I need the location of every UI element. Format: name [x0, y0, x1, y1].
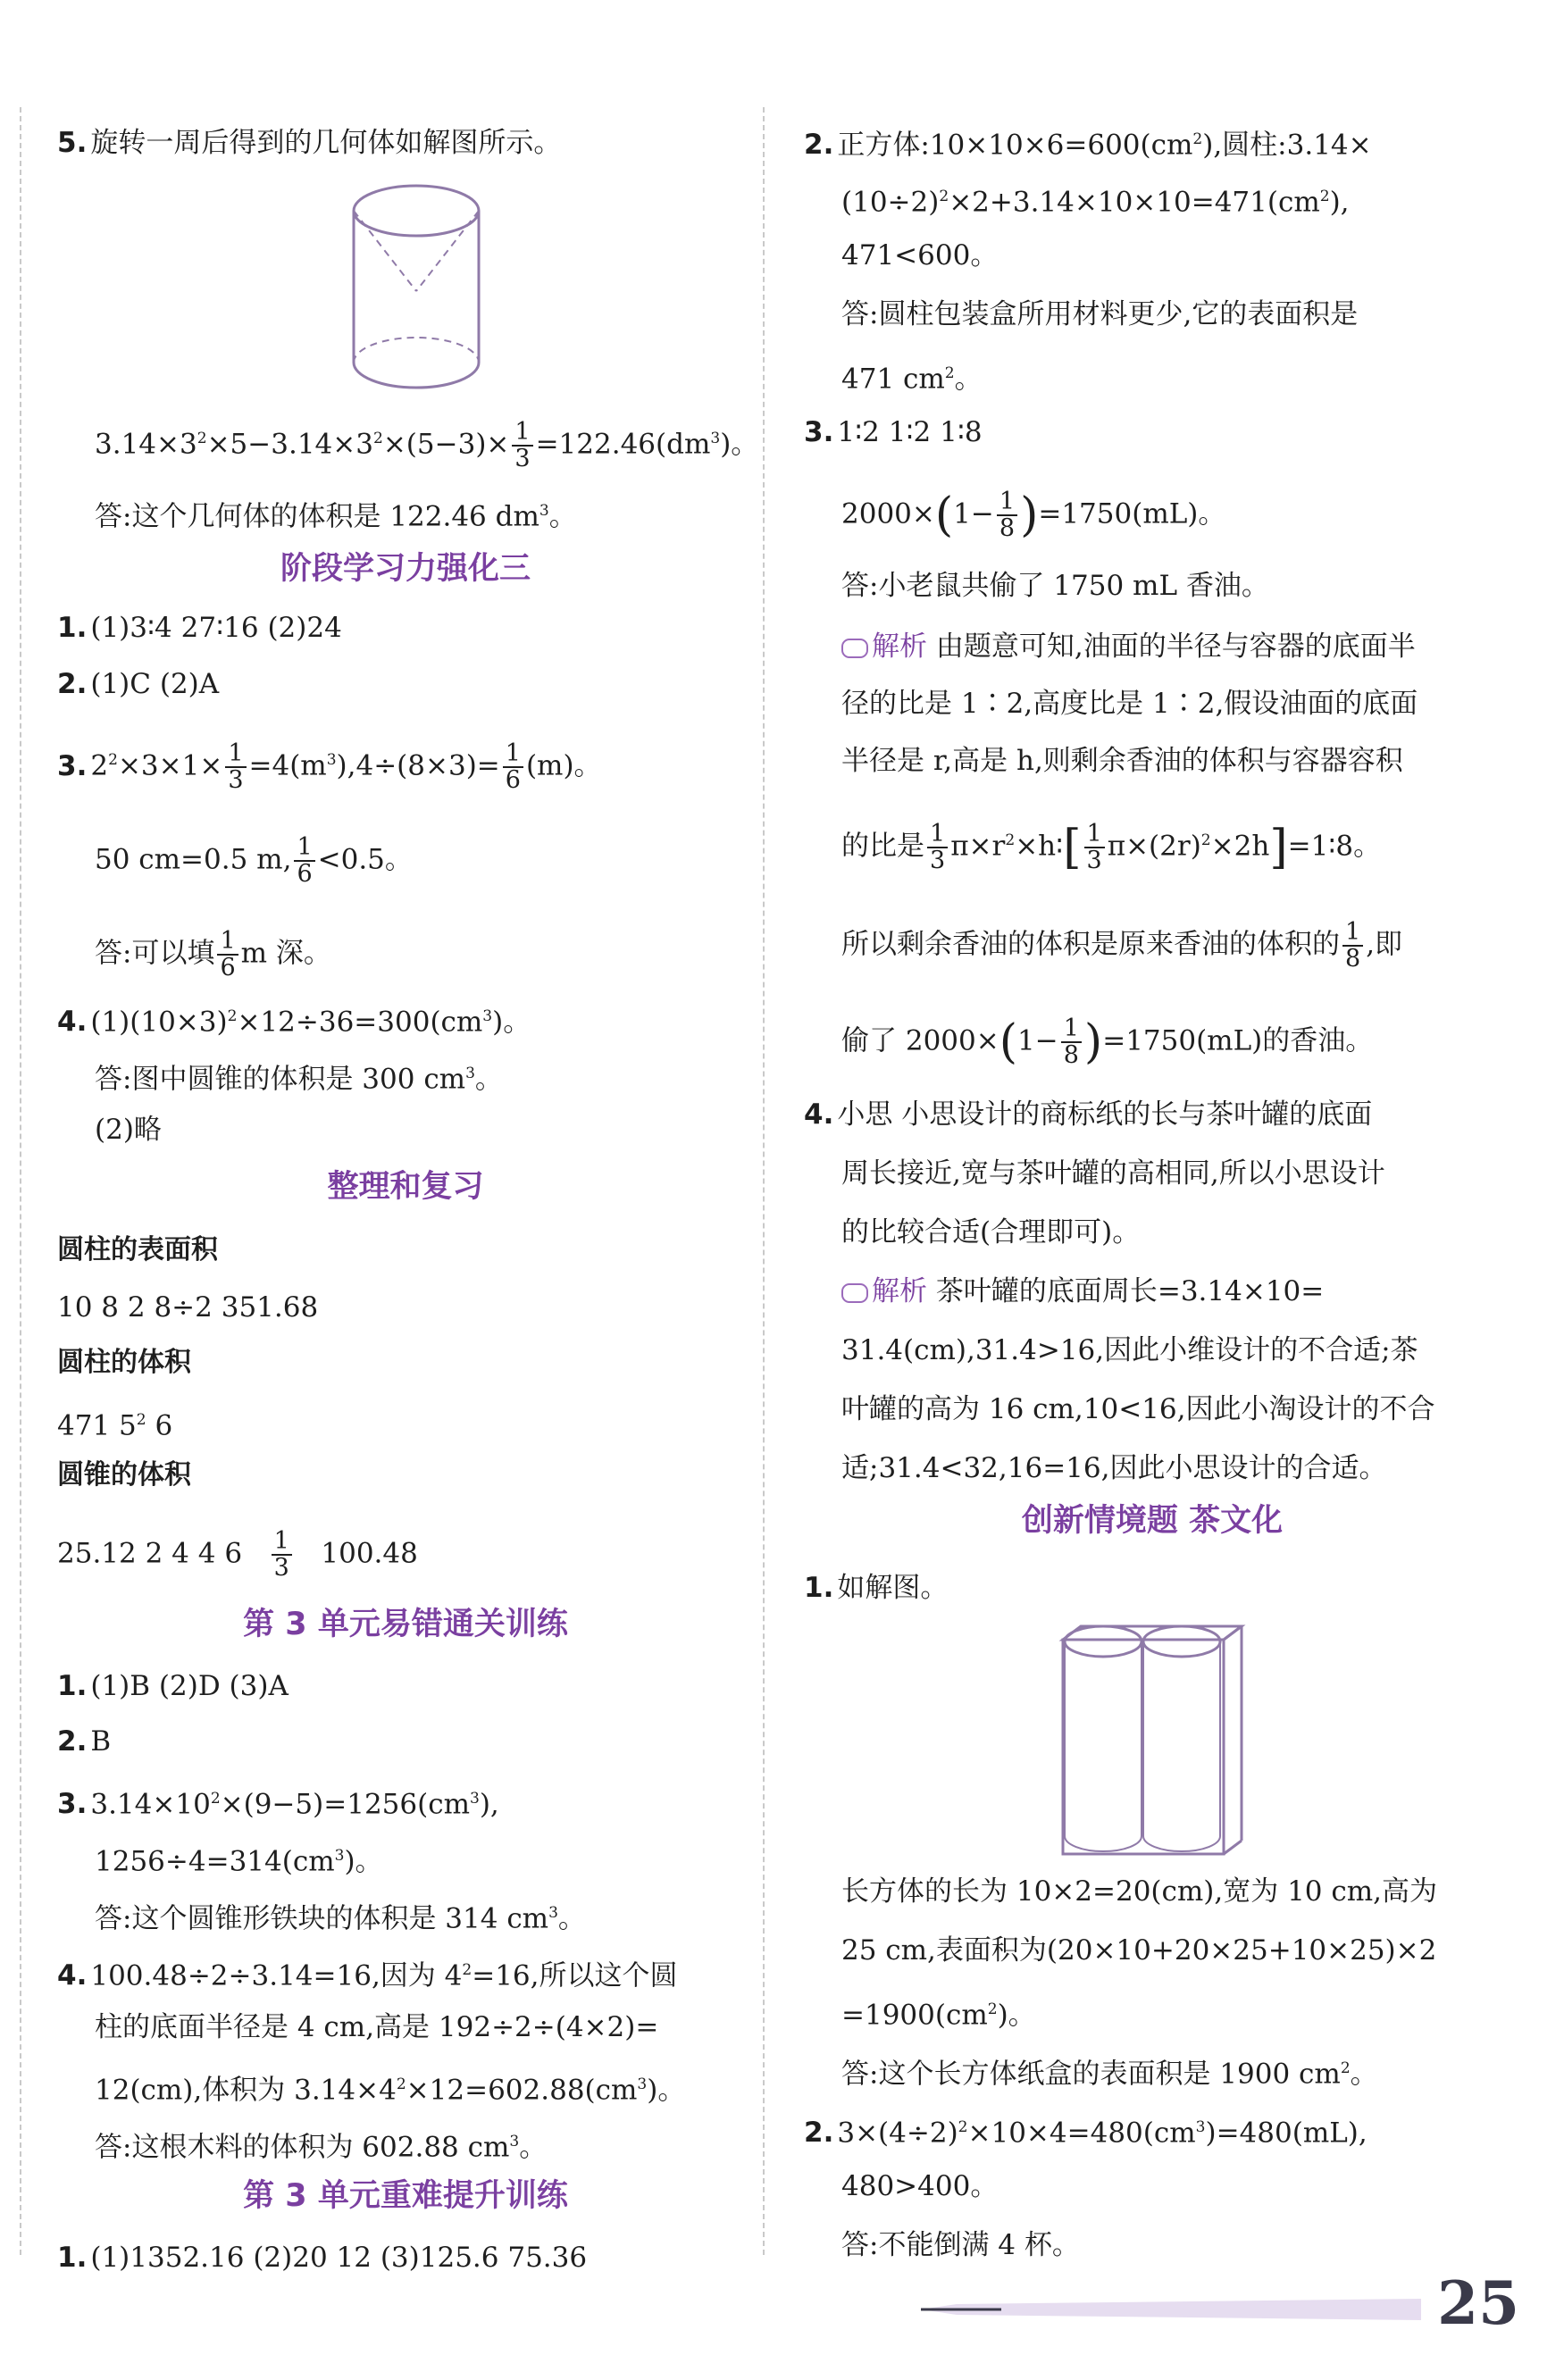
r-q3-answer: 答:小老鼠共偷了 1750 mL 香油。	[841, 570, 1269, 602]
r-q2-line2: $(10\div 2)^2\times 2+3.14\times 10\times 10=471(cm^2)$,	[841, 186, 1350, 219]
s3-q4-line3: 12(cm),体积为 $3.14\times 4^2\times 12=602.88(cm^3)$。	[95, 2074, 686, 2107]
subheading-cone-volume: 圆锥的体积	[57, 1459, 191, 1491]
r-q3-analysis-3: 半径是 r,高是 h,则剩余香油的体积与容器容积	[841, 745, 1403, 777]
r-q3-analysis-5: 所以剩余香油的体积是原来香油的体积的 $\frac{1}{8}$ ,即	[841, 918, 1403, 973]
c-q2-answer: 答:不能倒满 4 杯。	[841, 2229, 1080, 2261]
s1-q3-answer: 答:可以填 $\frac{1}{6}$ m 深。	[95, 927, 331, 981]
s3-q4-line2: 柱的底面半径是 4 cm,高是 192÷2÷(4×2)=	[95, 2011, 659, 2043]
r-q4-analysis-1: 解析 茶叶罐的底面周长=3.14×10=	[841, 1274, 1324, 1309]
column-divider	[763, 107, 765, 2255]
s1-q4-answer: 答:图中圆锥的体积是 300 $cm^3$。	[95, 1063, 503, 1096]
c-q1-line4: $=1900(cm^2)$。	[841, 1999, 1036, 2032]
box-with-two-cylinders-figure	[1054, 1622, 1259, 1863]
q5-line: 5. 旋转一周后得到的几何体如解图所示。	[57, 127, 562, 159]
s3-q3: 3. $3.14\times 10^2\times(9-5)=1256(cm^3)$,	[57, 1788, 499, 1821]
left-margin-rule	[20, 107, 21, 2255]
cone-volume-values: 25.12 2 4 4 6 $\frac{1}{3}$ 100.48	[57, 1527, 418, 1582]
s3-q4-answer: 答:这根木料的体积为 602.88 $cm^3$。	[95, 2131, 548, 2164]
q5-equation: $3.14\times 3^2\times 5-3.14\times 3^2\times(5-3)\times$ $\frac{1}{3}$ $=122.46(dm^3)$。	[95, 418, 759, 472]
s4-q1: 1. (1)1352.16 (2)20 12 (3)125.6 75.36	[57, 2242, 588, 2274]
q5-answer: 答:这个几何体的体积是 122.46 $dm^3$。	[95, 500, 577, 533]
s1-q4: 4. $(1)(10\times 3)^2\times 12\div 36=300(cm^3)$。	[57, 1006, 531, 1039]
s3-q3-answer: 答:这个圆锥形铁块的体积是 314 $cm^3$。	[95, 1902, 586, 1935]
analysis-icon	[841, 639, 868, 658]
s1-q3-compare: 50 cm=0.5 m, $\frac{1}{6}$ <0.5。	[95, 833, 413, 888]
page-number: 25	[1437, 2268, 1519, 2338]
cylinder-surface-values: 10 8 2 8÷2 351.68	[57, 1291, 319, 1324]
s3-q4: 4. 100.48÷2÷3.14=16,因为 $4^2=16$,所以这个圆	[57, 1959, 678, 1992]
r-q3-equation: 2000×(1− $\frac{1}{8}$ )=1750(mL)。	[841, 488, 1226, 542]
analysis-tag: 解析	[841, 630, 927, 663]
r-q3-analysis-6: 偷了 2000×(1− $\frac{1}{8}$ )=1750(mL)的香油。	[841, 1015, 1374, 1069]
r-q4: 4. 小思 小思设计的商标纸的长与茶叶罐的底面	[804, 1098, 1373, 1131]
cylinder-cone-figure	[334, 175, 566, 389]
subheading-cylinder-surface: 圆柱的表面积	[57, 1234, 218, 1265]
r-q2: 2. 正方体$:10\times 10\times 6=600(cm^2)$,圆柱:3.14×	[804, 129, 1372, 162]
r-q4-analysis-4: 适;31.4<32,16=16,因此小思设计的合适。	[841, 1452, 1387, 1484]
section-title-unit3-errors: 第 3 单元易错通关训练	[243, 1607, 568, 1642]
c-q2-line2: 480>400。	[841, 2170, 999, 2202]
c-q1-line2: 长方体的长为 10×2=20(cm),宽为 10 cm,高为	[841, 1875, 1437, 1908]
section-title-unit3-advanced: 第 3 单元重难提升训练	[243, 2178, 568, 2214]
r-q4-analysis-3: 叶罐的高为 16 cm,10<16,因此小淘设计的不合	[841, 1393, 1435, 1425]
s1-q1: 1. (1)3∶4 27∶16 (2)24	[57, 612, 342, 644]
r-q4-analysis-2: 31.4(cm),31.4>16,因此小维设计的不合适;茶	[841, 1334, 1418, 1366]
s3-q3-line2: $1256\div 4=314(cm^3)$。	[95, 1845, 383, 1878]
s3-q1: 1. (1)B (2)D (3)A	[57, 1670, 289, 1702]
c-q1: 1. 如解图。	[804, 1572, 949, 1604]
s1-q3: 3. $2^2\times 3\times 1\times$ $\frac{1}{3}$ $=4(m^3),4\div(8\times 3)=$ $\frac{1}{6}$ (m)。	[57, 739, 602, 794]
s3-q2: 2. B	[57, 1725, 112, 1758]
r-q2-answer: 答:圆柱包装盒所用材料更少,它的表面积是	[841, 298, 1359, 330]
fraction-one-third: $\frac{1}{3}$	[512, 420, 532, 472]
r-q2-line3: 471<600。	[841, 239, 999, 271]
page-corner-decoration	[921, 2297, 1421, 2322]
r-q3-analysis-2: 径的比是 1∶2,高度比是 1∶2,假设油面的底面	[841, 688, 1418, 720]
section-title-stage-3: 阶段学习力强化三	[280, 551, 531, 587]
cylinder-volume-values: 471 $5^2$ 6	[57, 1409, 173, 1442]
section-title-tea-culture: 创新情境题 茶文化	[1021, 1503, 1284, 1539]
c-q2: 2. $3\times(4\div 2)^2\times 10\times 4=480(cm^3)=480(mL)$,	[804, 2117, 1367, 2150]
r-q2-answer-2: 471 $cm^2$。	[841, 363, 983, 396]
analysis-icon	[841, 1283, 868, 1303]
c-q1-answer: 答:这个长方体纸盒的表面积是 1900 $cm^2$。	[841, 2058, 1378, 2091]
r-q3-analysis-1: 解析 由题意可知,油面的半径与容器的底面半	[841, 629, 1416, 664]
s1-q4-part2: (2)略	[95, 1114, 162, 1146]
r-q4-line3: 的比较合适(合理即可)。	[841, 1216, 1141, 1248]
r-q3: 3. 1∶2 1∶2 1∶8	[804, 416, 983, 448]
section-title-review: 整理和复习	[327, 1169, 484, 1205]
subheading-cylinder-volume: 圆柱的体积	[57, 1347, 191, 1378]
s1-q2: 2. (1)C (2)A	[57, 668, 220, 700]
c-q1-line3: 25 cm,表面积为(20×10+20×25+10×25)×2	[841, 1934, 1437, 1967]
r-q3-analysis-4: 的比是 $\frac{1}{3}$ $\pi\times r^2\times h∶$[ $\frac{1}{3}$ $\pi\times(2r)^2\times 2h]=1∶8$。	[841, 820, 1382, 874]
r-q4-line2: 周长接近,宽与茶叶罐的高相同,所以小思设计	[841, 1157, 1385, 1190]
